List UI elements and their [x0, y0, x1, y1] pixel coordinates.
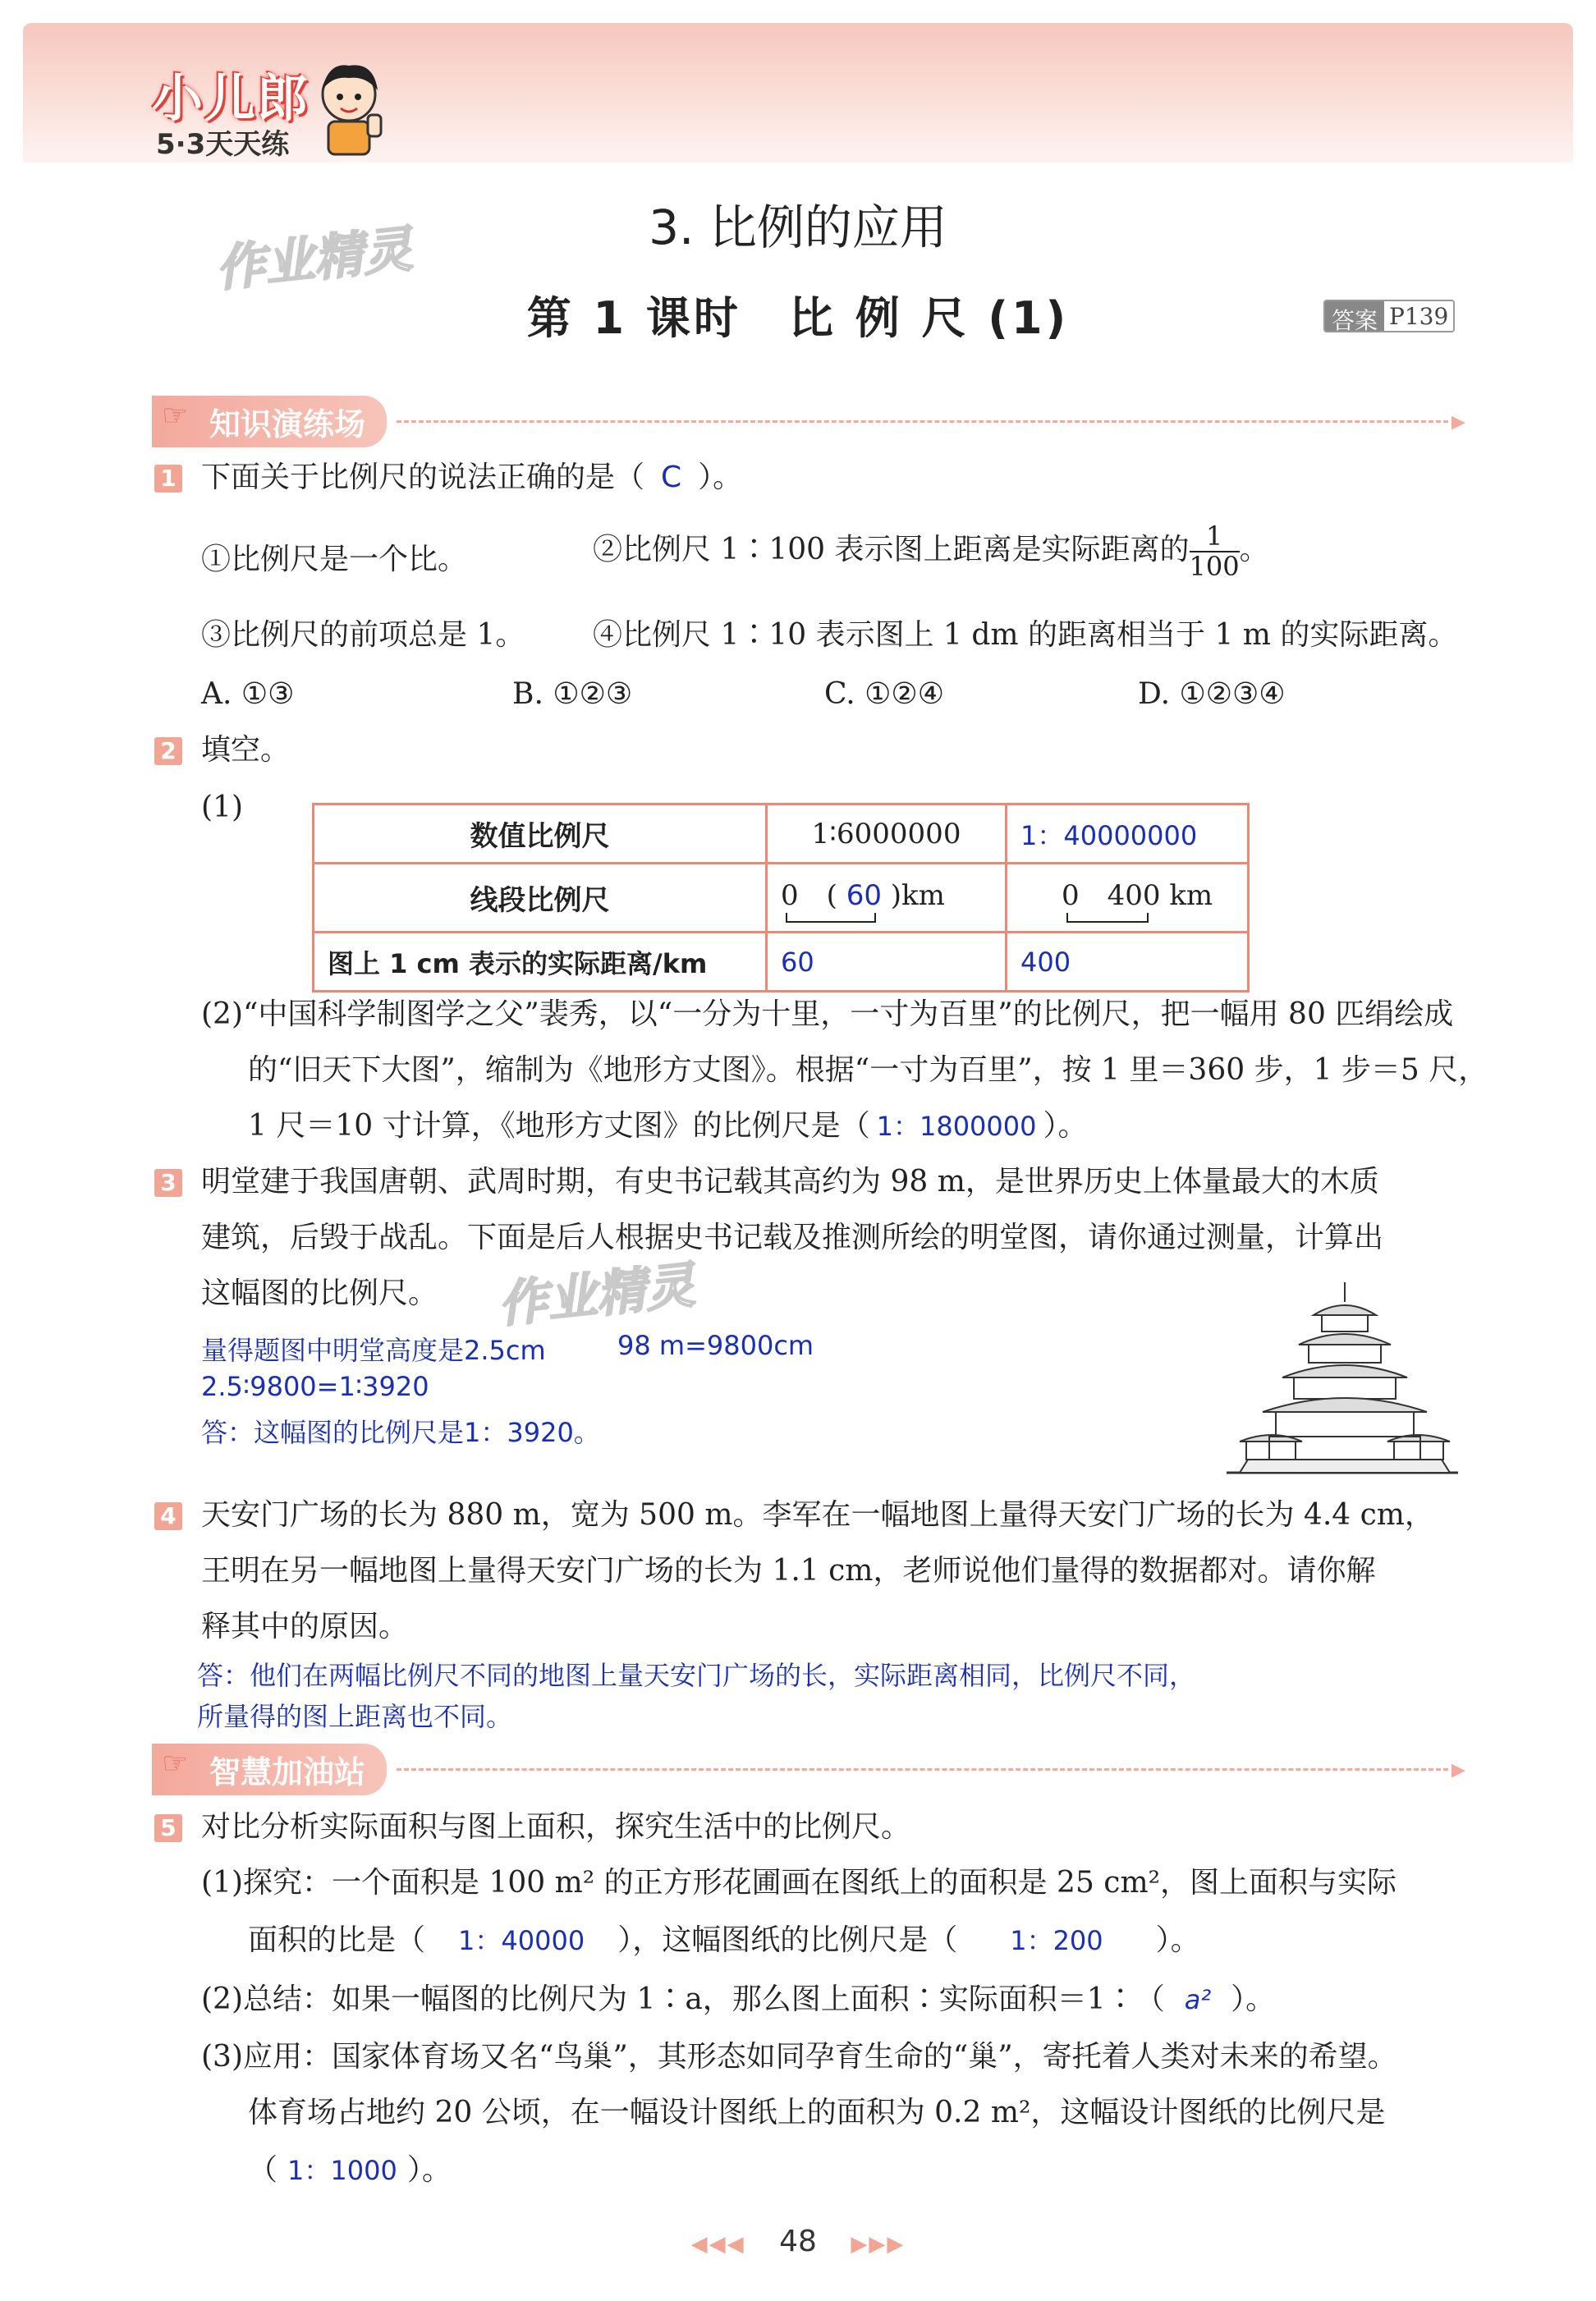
q3-work-line3: 答：这幅图的比例尺是1：3920。 [201, 1417, 600, 1448]
hand-pointer-icon: ☞ [162, 398, 189, 433]
q3-line3: 这幅图的比例尺。 [201, 1277, 438, 1310]
q1-answer: C [661, 461, 682, 494]
q1-stem-text: 下面关于比例尺的说法正确的是（ [201, 461, 645, 494]
fraction [1190, 522, 1240, 581]
q2-part2-line2: 的“旧天下大图”，缩制为《地形方丈图》。根据“一寸为百里”，按 1 里＝360 步，1 步＝5 尺， [248, 1053, 1488, 1087]
fraction-numerator: 1 [1190, 522, 1240, 552]
table-row [314, 864, 1249, 933]
segment-unit: )km [890, 879, 945, 912]
table-row [314, 933, 1249, 992]
q1-stem [201, 460, 742, 495]
section-divider [397, 1768, 1448, 1771]
question-number: 4 [154, 1502, 182, 1530]
section-challenge [152, 1747, 1465, 1791]
page-number: 48 [779, 2225, 817, 2258]
table-answer-cell: 60 [767, 933, 1007, 992]
q5-part3-close: ）。 [406, 2153, 452, 2187]
segment-paren: ( [826, 879, 837, 912]
q3-work-line1a: 量得题图中明堂高度是2.5cm [201, 1335, 546, 1366]
mingtang-building-illustration [1223, 1281, 1461, 1478]
q1-option-b: B. ①②③ [512, 677, 633, 711]
q5-stem: 对比分析实际面积与图上面积，探究生活中的比例尺。 [201, 1810, 911, 1844]
q1-statement-2-end: 。 [1239, 533, 1269, 567]
q5-part1-answer-2: 1：200 [1010, 1925, 1103, 1956]
q1-statement-4: ④比例尺 1∶10 表示图上 1 dm 的距离相当于 1 m 的实际距离。 [593, 618, 1458, 652]
q2-part2-line3-text: 1 尺＝10 寸计算，《地形方丈图》的比例尺是（ [248, 1109, 870, 1143]
segment-scale [1062, 873, 1213, 923]
question-number: 3 [154, 1169, 182, 1197]
table-header-cell: 数值比例尺 [314, 804, 767, 864]
q2-stem: 填空。 [201, 733, 291, 767]
arrow-right-icon: ▸ [1451, 1753, 1465, 1785]
q2-part2-line1: (2)“中国科学制图学之父”裴秀，以“一分为十里，一寸为百里”的比例尺，把一幅用 80 匹绢绘成 [201, 997, 1454, 1031]
q5-part3-line1: (3)应用：国家体育场又名“鸟巢”，其形态如同孕育生命的“巢”，寄托着人类对未来的希望。 [201, 2040, 1397, 2074]
segment-scale [781, 873, 945, 923]
table-row [314, 804, 1249, 864]
q5-part2 [201, 1982, 1275, 2017]
question-number: 5 [154, 1814, 182, 1842]
q5-part2-end: ）。 [1231, 1982, 1276, 2016]
section-challenge-label: 智慧加油站 [209, 1753, 366, 1790]
hand-pointer-icon: ☞ [162, 1746, 189, 1781]
q4-answer-line2: 所量得的图上距离也不同。 [197, 1701, 513, 1732]
q2-part2-line3 [248, 1108, 1088, 1144]
q5-part3-open: （ [248, 2153, 278, 2187]
question-number: 1 [154, 465, 182, 493]
q5-part1-text-b: ），这幅图纸的比例尺是（ [617, 1923, 958, 1957]
q4-line1: 天安门广场的长为 880 m，宽为 500 m。李军在一幅地图上量得天安门广场的长为 4.4 cm， [201, 1498, 1434, 1532]
unit-title: 3. 比例的应用 [649, 199, 947, 255]
scale-table [312, 803, 1250, 992]
table-answer-cell: 400 [1007, 933, 1249, 992]
q5-part3-line3 [248, 2152, 452, 2188]
table-cell [767, 864, 1007, 933]
segment-line [786, 913, 876, 923]
lesson-title: 第 1 课时 比 例 尺 (1) [526, 292, 1070, 344]
next-page-icon[interactable]: ▶▶▶ [851, 2232, 906, 2257]
q3-work-line1b: 98 m=9800cm [617, 1330, 814, 1361]
question-number: 2 [154, 737, 182, 765]
q5-part3-line2: 体育场占地约 20 公顷，在一幅设计图纸上的面积为 0.2 m²，这幅设计图纸的比例尺是 [248, 2096, 1386, 2129]
q5-part1-line1: (1)探究：一个面积是 100 m² 的正方形花圃画在图纸上的面积是 25 cm²，图上面积与实际 [201, 1866, 1397, 1900]
page-footer [0, 2225, 1596, 2258]
q1-statement-2 [593, 522, 1269, 581]
q4-answer-line1: 答：他们在两幅比例尺不同的地图上量天安门广场的长，实际距离相同，比例尺不同， [197, 1660, 1196, 1691]
table-cell [1007, 864, 1249, 933]
fraction-denominator: 100 [1189, 551, 1240, 583]
q1-option-d: D. ①②③④ [1138, 677, 1286, 711]
answer-label: 答案 [1325, 301, 1384, 331]
q5-part1-text-a: 面积的比是（ [248, 1923, 426, 1957]
mascot-icon [304, 57, 394, 156]
q5-part1-line2 [248, 1923, 1200, 1958]
brand-logo: 小儿郎 [152, 68, 310, 128]
section-practice-tag [152, 396, 387, 447]
section-practice-label: 知识演练场 [209, 406, 366, 442]
q4-line2: 王明在另一幅地图上量得天安门广场的长为 1.1 cm，老师说他们量得的数据都对。请你解 [201, 1554, 1376, 1588]
arrow-right-icon: ▸ [1451, 405, 1465, 438]
q2-part1-label: (1) [201, 791, 243, 824]
q5-part3-answer: 1：1000 [287, 2155, 397, 2186]
q2-part2-line3-end: ）。 [1043, 1109, 1088, 1143]
table-cell: 1∶6000000 [767, 804, 1007, 864]
section-challenge-tag [152, 1744, 387, 1795]
watermark-text: 作业精灵 [495, 1256, 698, 1335]
segment-text: 0 400 km [1062, 879, 1213, 912]
q3-line1: 明堂建于我国唐朝、武周时期，有史书记载其高约为 98 m，是世界历史上体量最大的木质 [201, 1165, 1379, 1199]
brand-subtitle: 5·3天天练 [156, 128, 290, 161]
segment-zero: 0 [781, 879, 799, 912]
segment-answer: 60 [846, 879, 882, 912]
q1-statement-2-text: ②比例尺 1∶100 表示图上距离是实际距离的 [593, 533, 1190, 567]
table-header-cell: 线段比例尺 [314, 864, 767, 933]
q1-option-a: A. ①③ [201, 677, 295, 711]
segment-line [1066, 913, 1149, 923]
watermark-text: 作业精灵 [213, 220, 415, 299]
answer-page: P139 [1384, 301, 1453, 331]
table-header-cell: 图上 1 cm 表示的实际距离/km [314, 933, 767, 992]
prev-page-icon[interactable]: ◀◀◀ [690, 2232, 745, 2257]
q1-statement-1: ①比例尺是一个比。 [201, 543, 468, 576]
answer-page-reference[interactable] [1323, 300, 1455, 332]
q5-part1-answer-1: 1：40000 [458, 1925, 585, 1956]
q4-line3: 释其中的原因。 [201, 1610, 409, 1643]
q1-stem-end: ）。 [698, 461, 743, 494]
q2-part2-answer: 1：1800000 [876, 1111, 1037, 1142]
table-answer-cell: 1：40000000 [1007, 804, 1249, 864]
q3-work-line2: 2.5∶9800=1∶3920 [201, 1371, 429, 1402]
q5-part2-text: (2)总结：如果一幅图的比例尺为 1∶a，那么图上面积∶实际面积＝1∶（ [201, 1982, 1165, 2016]
section-divider [397, 420, 1448, 423]
q3-line2: 建筑，后毁于战乱。下面是后人根据史书记载及推测所绘的明堂图，请你通过测量，计算出 [201, 1221, 1384, 1254]
q5-part1-text-c: ）。 [1155, 1923, 1200, 1957]
q1-option-c: C. ①②④ [824, 677, 944, 711]
section-practice [152, 399, 1465, 443]
q1-statement-3: ③比例尺的前项总是 1。 [201, 618, 525, 652]
q5-part2-answer: a² [1184, 1984, 1212, 2015]
